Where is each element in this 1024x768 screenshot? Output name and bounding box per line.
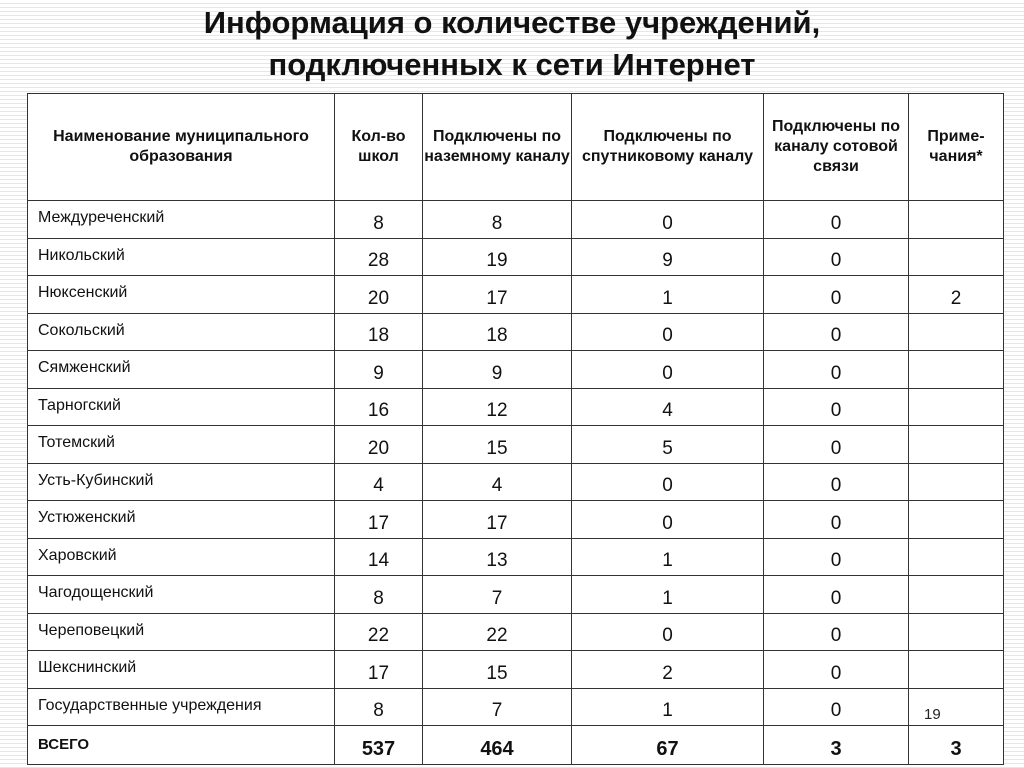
municipality-cell: Государственные учреждения xyxy=(28,688,335,726)
table-row xyxy=(28,688,1004,726)
notes-cell xyxy=(909,313,1004,351)
page-title xyxy=(0,2,1024,86)
municipality-cell: Устюженский xyxy=(28,501,335,539)
notes-cell xyxy=(909,501,1004,539)
cellular-cell: 0 xyxy=(764,613,909,651)
title-line-1: Информация о количестве учреждений, xyxy=(203,5,821,40)
header-satellite-channel: Подключены по спутниковому каналу xyxy=(572,94,764,201)
satellite-cell: 0 xyxy=(572,463,764,501)
cellular-cell: 0 xyxy=(764,201,909,239)
notes-cell xyxy=(909,426,1004,464)
schools-cell: 22 xyxy=(335,613,423,651)
municipality-cell: Харовский xyxy=(28,538,335,576)
satellite-cell: 0 xyxy=(572,351,764,389)
cellular-cell: 0 xyxy=(764,276,909,314)
ground-cell: 12 xyxy=(423,388,572,426)
schools-cell: 8 xyxy=(335,576,423,614)
notes-cell xyxy=(909,238,1004,276)
schools-cell: 8 xyxy=(335,688,423,726)
notes-cell xyxy=(909,576,1004,614)
schools-cell: 17 xyxy=(335,651,423,689)
table-row xyxy=(28,238,1004,276)
table-row xyxy=(28,426,1004,464)
schools-cell: 17 xyxy=(335,501,423,539)
header-cellular-channel: Подключены по каналу сотовой связи xyxy=(764,94,909,201)
cellular-cell: 3 xyxy=(764,726,909,765)
satellite-cell: 67 xyxy=(572,726,764,765)
cellular-cell: 0 xyxy=(764,501,909,539)
title-line-2: подключенных к сети Интернет xyxy=(268,47,756,82)
table-row xyxy=(28,388,1004,426)
schools-cell: 18 xyxy=(335,313,423,351)
satellite-cell: 0 xyxy=(572,313,764,351)
cellular-cell: 0 xyxy=(764,688,909,726)
municipality-cell: Тарногский xyxy=(28,388,335,426)
notes-cell xyxy=(909,538,1004,576)
ground-cell: 18 xyxy=(423,313,572,351)
municipality-cell: Тотемский xyxy=(28,426,335,464)
table-row xyxy=(28,613,1004,651)
municipality-cell: Усть-Кубинский xyxy=(28,463,335,501)
notes-cell xyxy=(909,651,1004,689)
schools-cell: 8 xyxy=(335,201,423,239)
table-body xyxy=(28,201,1004,765)
header-schools-count: Кол-во школ xyxy=(335,94,423,201)
schools-cell: 537 xyxy=(335,726,423,765)
municipality-cell: Никольский xyxy=(28,238,335,276)
table-row xyxy=(28,538,1004,576)
municipality-cell: Нюксенский xyxy=(28,276,335,314)
schools-cell: 20 xyxy=(335,276,423,314)
ground-cell: 17 xyxy=(423,276,572,314)
cellular-cell: 0 xyxy=(764,388,909,426)
cellular-cell: 0 xyxy=(764,313,909,351)
notes-cell xyxy=(909,463,1004,501)
cellular-cell: 0 xyxy=(764,351,909,389)
table-row xyxy=(28,501,1004,539)
table-total-row xyxy=(28,726,1004,765)
satellite-cell: 9 xyxy=(572,238,764,276)
ground-cell: 7 xyxy=(423,576,572,614)
ground-cell: 19 xyxy=(423,238,572,276)
satellite-cell: 0 xyxy=(572,613,764,651)
connections-table xyxy=(27,93,1004,765)
satellite-cell: 1 xyxy=(572,576,764,614)
municipality-cell: Сокольский xyxy=(28,313,335,351)
municipality-cell: Сямженский xyxy=(28,351,335,389)
schools-cell: 20 xyxy=(335,426,423,464)
table-row xyxy=(28,463,1004,501)
cellular-cell: 0 xyxy=(764,651,909,689)
page-number: 19 xyxy=(924,706,941,723)
schools-cell: 9 xyxy=(335,351,423,389)
municipality-cell: Череповецкий xyxy=(28,613,335,651)
table-row xyxy=(28,651,1004,689)
municipality-cell: ВСЕГО xyxy=(28,726,335,765)
cellular-cell: 0 xyxy=(764,538,909,576)
notes-cell xyxy=(909,688,1004,726)
table-row xyxy=(28,576,1004,614)
cellular-cell: 0 xyxy=(764,426,909,464)
satellite-cell: 2 xyxy=(572,651,764,689)
ground-cell: 8 xyxy=(423,201,572,239)
ground-cell: 464 xyxy=(423,726,572,765)
table-row xyxy=(28,276,1004,314)
table-row xyxy=(28,313,1004,351)
schools-cell: 14 xyxy=(335,538,423,576)
table-header-row xyxy=(28,94,1004,201)
header-ground-channel: Подключены по наземному каналу xyxy=(423,94,572,201)
cellular-cell: 0 xyxy=(764,463,909,501)
ground-cell: 13 xyxy=(423,538,572,576)
schools-cell: 16 xyxy=(335,388,423,426)
satellite-cell: 5 xyxy=(572,426,764,464)
ground-cell: 4 xyxy=(423,463,572,501)
municipality-cell: Чагодощенский xyxy=(28,576,335,614)
notes-cell: 2 xyxy=(909,276,1004,314)
satellite-cell: 1 xyxy=(572,688,764,726)
notes-cell xyxy=(909,388,1004,426)
schools-cell: 4 xyxy=(335,463,423,501)
table-row xyxy=(28,351,1004,389)
ground-cell: 22 xyxy=(423,613,572,651)
satellite-cell: 0 xyxy=(572,501,764,539)
ground-cell: 17 xyxy=(423,501,572,539)
satellite-cell: 1 xyxy=(572,538,764,576)
ground-cell: 15 xyxy=(423,426,572,464)
ground-cell: 15 xyxy=(423,651,572,689)
header-municipality: Наименование муниципального образования xyxy=(28,94,335,201)
ground-cell: 9 xyxy=(423,351,572,389)
satellite-cell: 1 xyxy=(572,276,764,314)
notes-cell xyxy=(909,201,1004,239)
notes-cell xyxy=(909,613,1004,651)
notes-cell xyxy=(909,351,1004,389)
cellular-cell: 0 xyxy=(764,576,909,614)
municipality-cell: Шекснинский xyxy=(28,651,335,689)
cellular-cell: 0 xyxy=(764,238,909,276)
ground-cell: 7 xyxy=(423,688,572,726)
municipality-cell: Междуреченский xyxy=(28,201,335,239)
table-row xyxy=(28,201,1004,239)
schools-cell: 28 xyxy=(335,238,423,276)
notes-cell: 3 xyxy=(909,726,1004,765)
satellite-cell: 0 xyxy=(572,201,764,239)
satellite-cell: 4 xyxy=(572,388,764,426)
header-notes: Приме-чания* xyxy=(909,94,1004,201)
